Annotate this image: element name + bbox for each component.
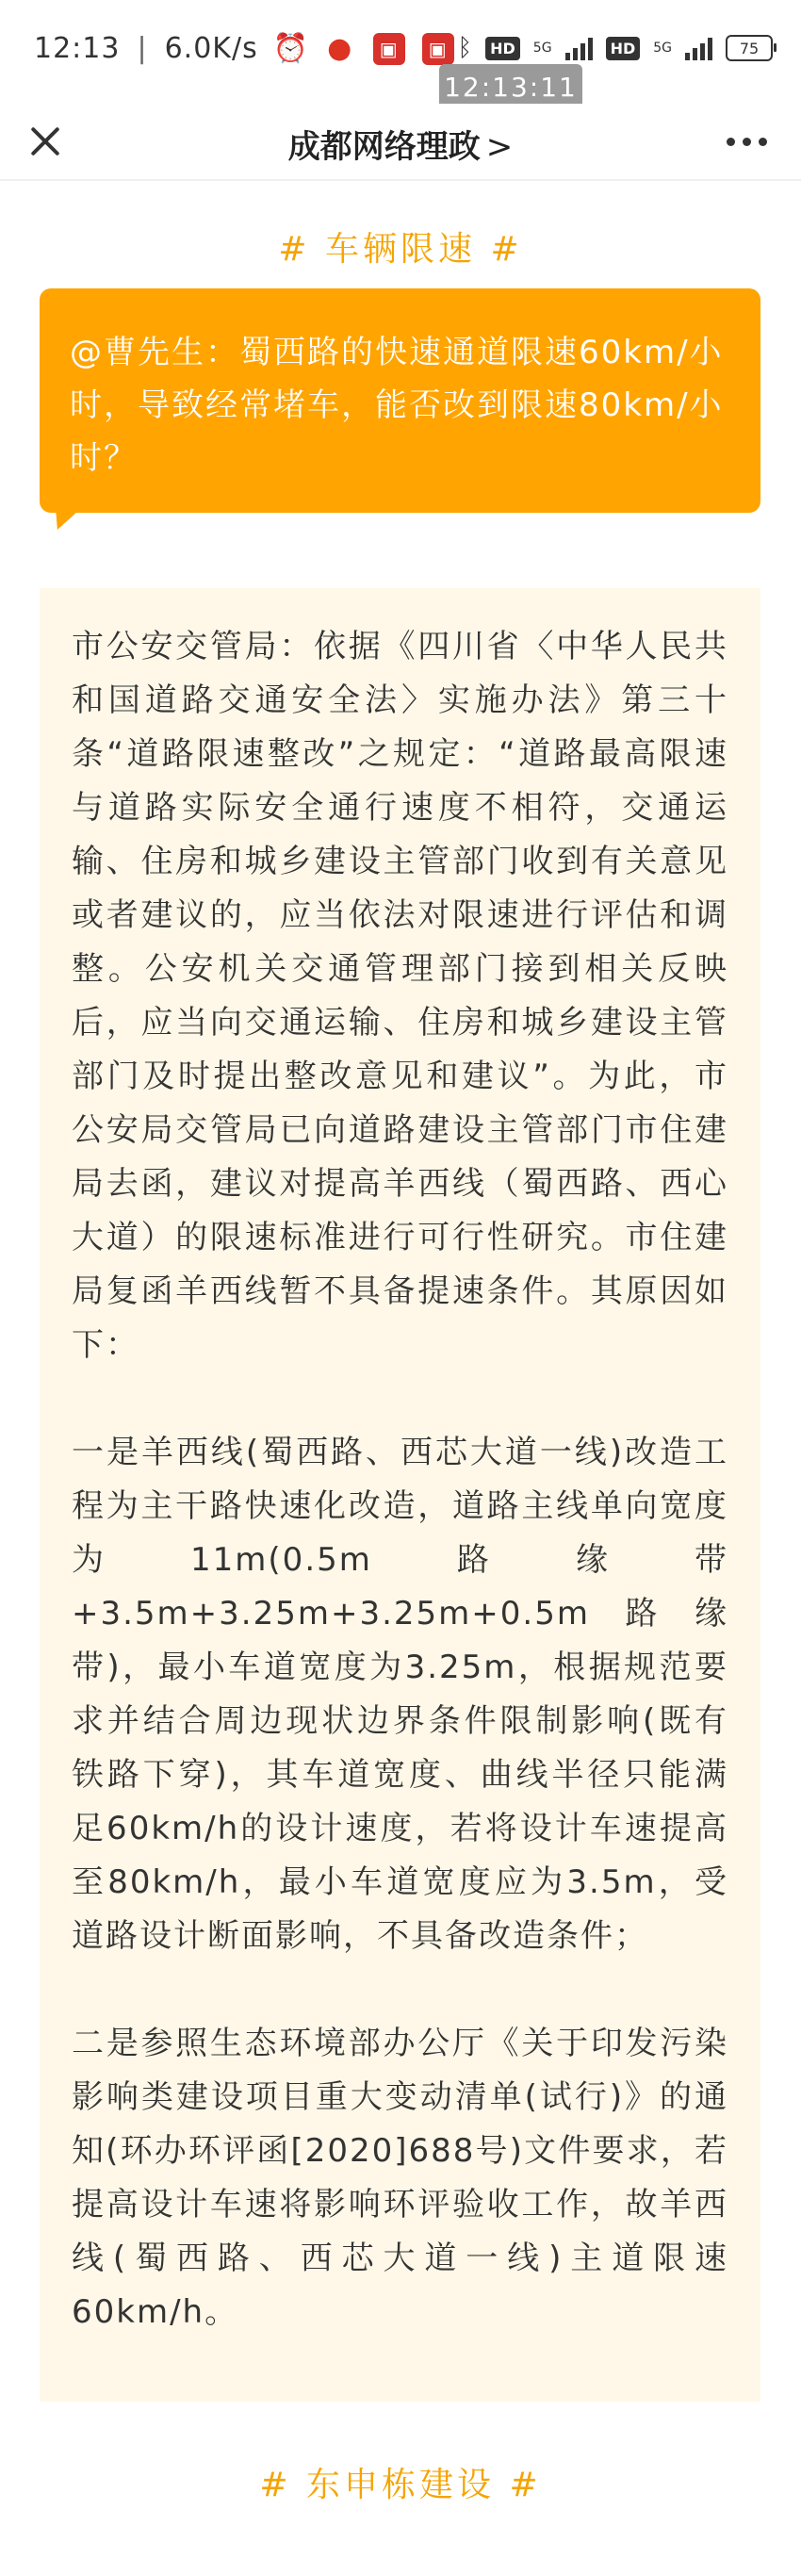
battery-level: 75 [739, 39, 760, 57]
network-type-label-2: 5G [653, 41, 672, 56]
answer-paragraph-3: 二是参照生态环境部办公厅《关于印发污染影响类建设项目重大变动清单(试行)》的通知(环办环评函[2020]688号)文件要求，若提高设计车速将影响环评验收工作，故羊西线(蜀西路、西芯大道一线)主道限速60km/h。 [72, 2025, 728, 2331]
topic-tag-bottom: # 东申栋建设 # [259, 2466, 542, 2504]
bluetooth-icon: ᛒ [457, 34, 473, 62]
clock: 12:13 [34, 32, 121, 65]
network-speed: 6.0K/s [164, 32, 258, 65]
status-left [34, 32, 454, 65]
battery-icon [726, 35, 773, 61]
app-notification-icon: ● [324, 33, 356, 65]
chevron-right-icon: > [485, 128, 514, 166]
answer-paragraph-2: 一是羊西线(蜀西路、西芯大道一线)改造工程为主干路快速化改造，道路主线单向宽度为11m(0.5m路缘带+3.5m+3.25m+3.25m+0.5m路缘带)，最小车道宽度为3.25m，根据规范要求并结合周边现状边界条件限制影响(既有铁路下穿)，其车道宽度、曲线半径只能满足60km/h的设计速度，若将设计车速提高至80km/h，最小车道宽度应为3.5m，受道路设计断面影响，不具备改造条件； [72, 1434, 728, 1955]
more-options-icon[interactable] [727, 138, 767, 146]
topic-tag-top: # 车辆限速 # [278, 230, 523, 269]
status-right [458, 34, 773, 62]
network-type-label: 5G [532, 41, 552, 56]
status-separator: | [137, 32, 148, 65]
news-app-icon: ▣ [373, 33, 405, 65]
question-text: @曹先生：蜀西路的快速通道限速60km/小时，导致经常堵车，能否改到限速80km/小时？ [70, 334, 724, 477]
time-overlay: 12:13:11 [439, 64, 582, 109]
answer-paragraph-1: 市公安交管局：依据《四川省〈中华人民共和国道路交通安全法〉实施办法》第三十条“道路限速整改”之规定：“道路最高限速与道路实际安全通行速度不相符，交通运输、住房和城乡建设主管部门收到有关意见或者建议的，应当依法对限速进行评估和调整。公安机关交通管理部门接到相关反映后，应当向交通运输、住房和城乡建设主管部门及时提出整改意见和建议”。为此，市公安局交管局已向道路建设主管部门市住建局去函，建议对提高羊西线（蜀西路、西心大道）的限速标准进行可行性研究。市住建局复函羊西线暂不具备提速条件。其原因如下： [72, 628, 728, 1364]
alarm-clock-icon: ⏰ [272, 32, 309, 65]
answer-box [40, 588, 760, 2402]
status-bar [0, 0, 801, 104]
account-title[interactable] [0, 121, 801, 167]
hd-icon-2: HD [606, 37, 641, 60]
nav-divider [0, 179, 801, 181]
video-app-icon: ▣ [422, 33, 454, 65]
signal-icon-2 [685, 36, 712, 60]
hd-icon: HD [485, 37, 520, 60]
account-name: 成都网络理政 [287, 128, 481, 166]
nav-bar [0, 104, 801, 179]
question-bubble [40, 288, 760, 513]
signal-icon [565, 36, 593, 60]
